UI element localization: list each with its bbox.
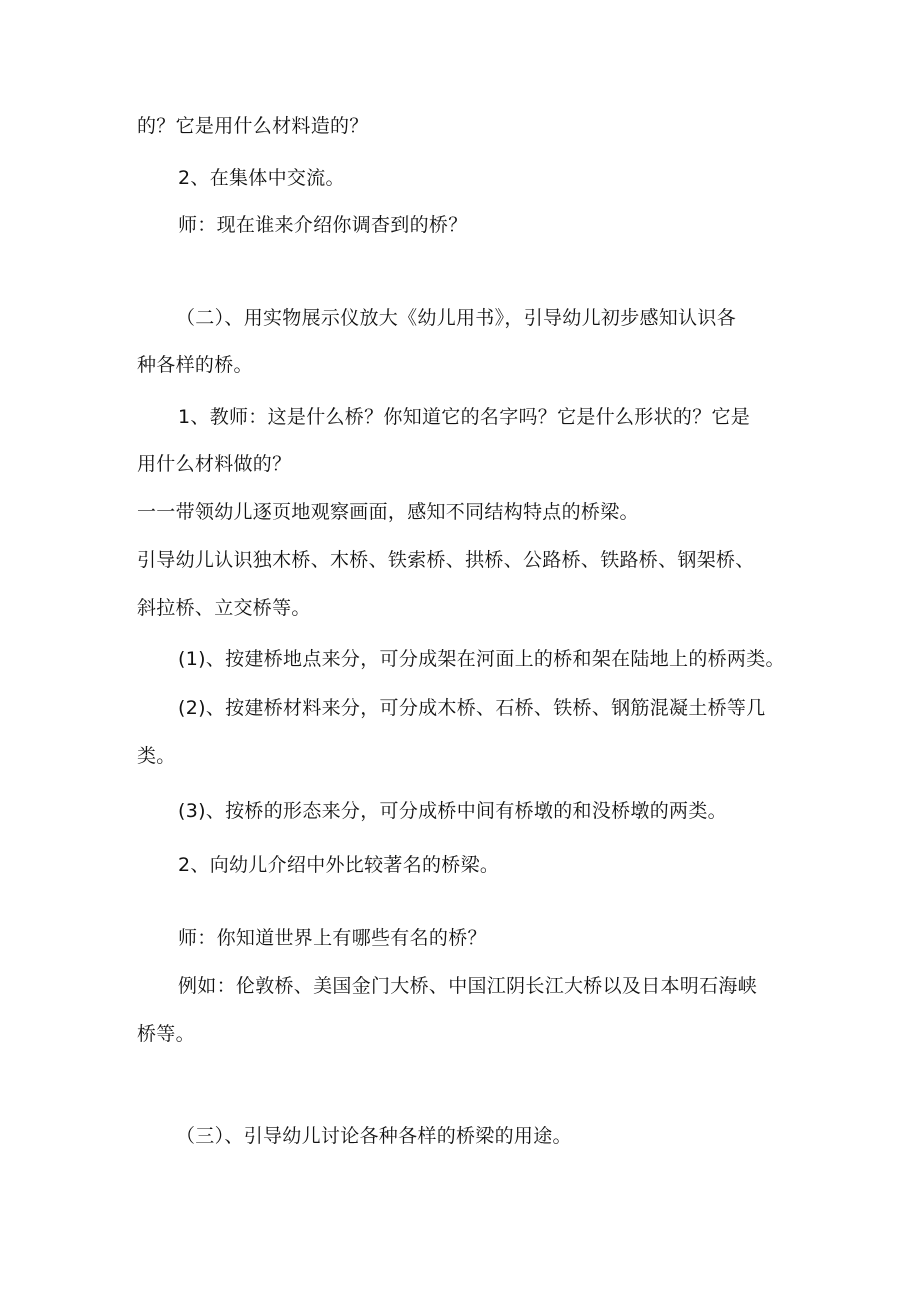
section-heading: （二）、用实物展示仪放大《幼儿用书》，引导幼儿初步感知认识各 (176, 307, 737, 329)
text-line: 引导幼儿认识独木桥、木桥、铁索桥、拱桥、公路桥、铁路桥、钢架桥、 (137, 549, 755, 571)
text-line: 的？它是用什么材料造的？ (137, 115, 369, 137)
text-line: 2、在集体中交流。 (178, 167, 345, 189)
text-line: 用什么材料做的？ (137, 453, 292, 475)
section-heading: （三）、引导幼儿讨论各种各样的桥梁的用途。 (176, 1125, 572, 1147)
text-line: (1)、按建桥地点来分，可分成架在河面上的桥和架在陆地上的桥两类。 (178, 648, 785, 670)
text-line: 类。 (137, 745, 176, 767)
text-line: 1、教师：这是什么桥？你知道它的名字吗？它是什么形状的？它是 (178, 406, 751, 428)
text-line: 2、向幼儿介绍中外比较著名的桥梁。 (178, 854, 500, 876)
text-line: 师：现在谁来介绍你调杳到的桥？ (178, 214, 468, 236)
text-line: 一一带领幼儿逐页地观察画面，感知不同结构特点的桥梁。 (137, 501, 639, 523)
text-line: (3)、按桥的形态来分，可分成桥中间有桥墩的和没桥墩的两类。 (178, 800, 727, 822)
text-line: 例如：伦敦桥、美国金门大桥、中国江阴长江大桥以及日本明石海峡 (178, 975, 758, 997)
text-line: 师：你知道世界上有哪些有名的桥？ (178, 927, 487, 949)
text-line: 斜拉桥、立交桥等。 (137, 597, 311, 619)
text-line: 种各样的桥。 (137, 354, 253, 376)
text-line: (2)、按建桥材料来分，可分成木桥、石桥、铁桥、钢筋混凝土桥等几 (178, 697, 766, 719)
text-line: 桥等。 (137, 1023, 195, 1045)
